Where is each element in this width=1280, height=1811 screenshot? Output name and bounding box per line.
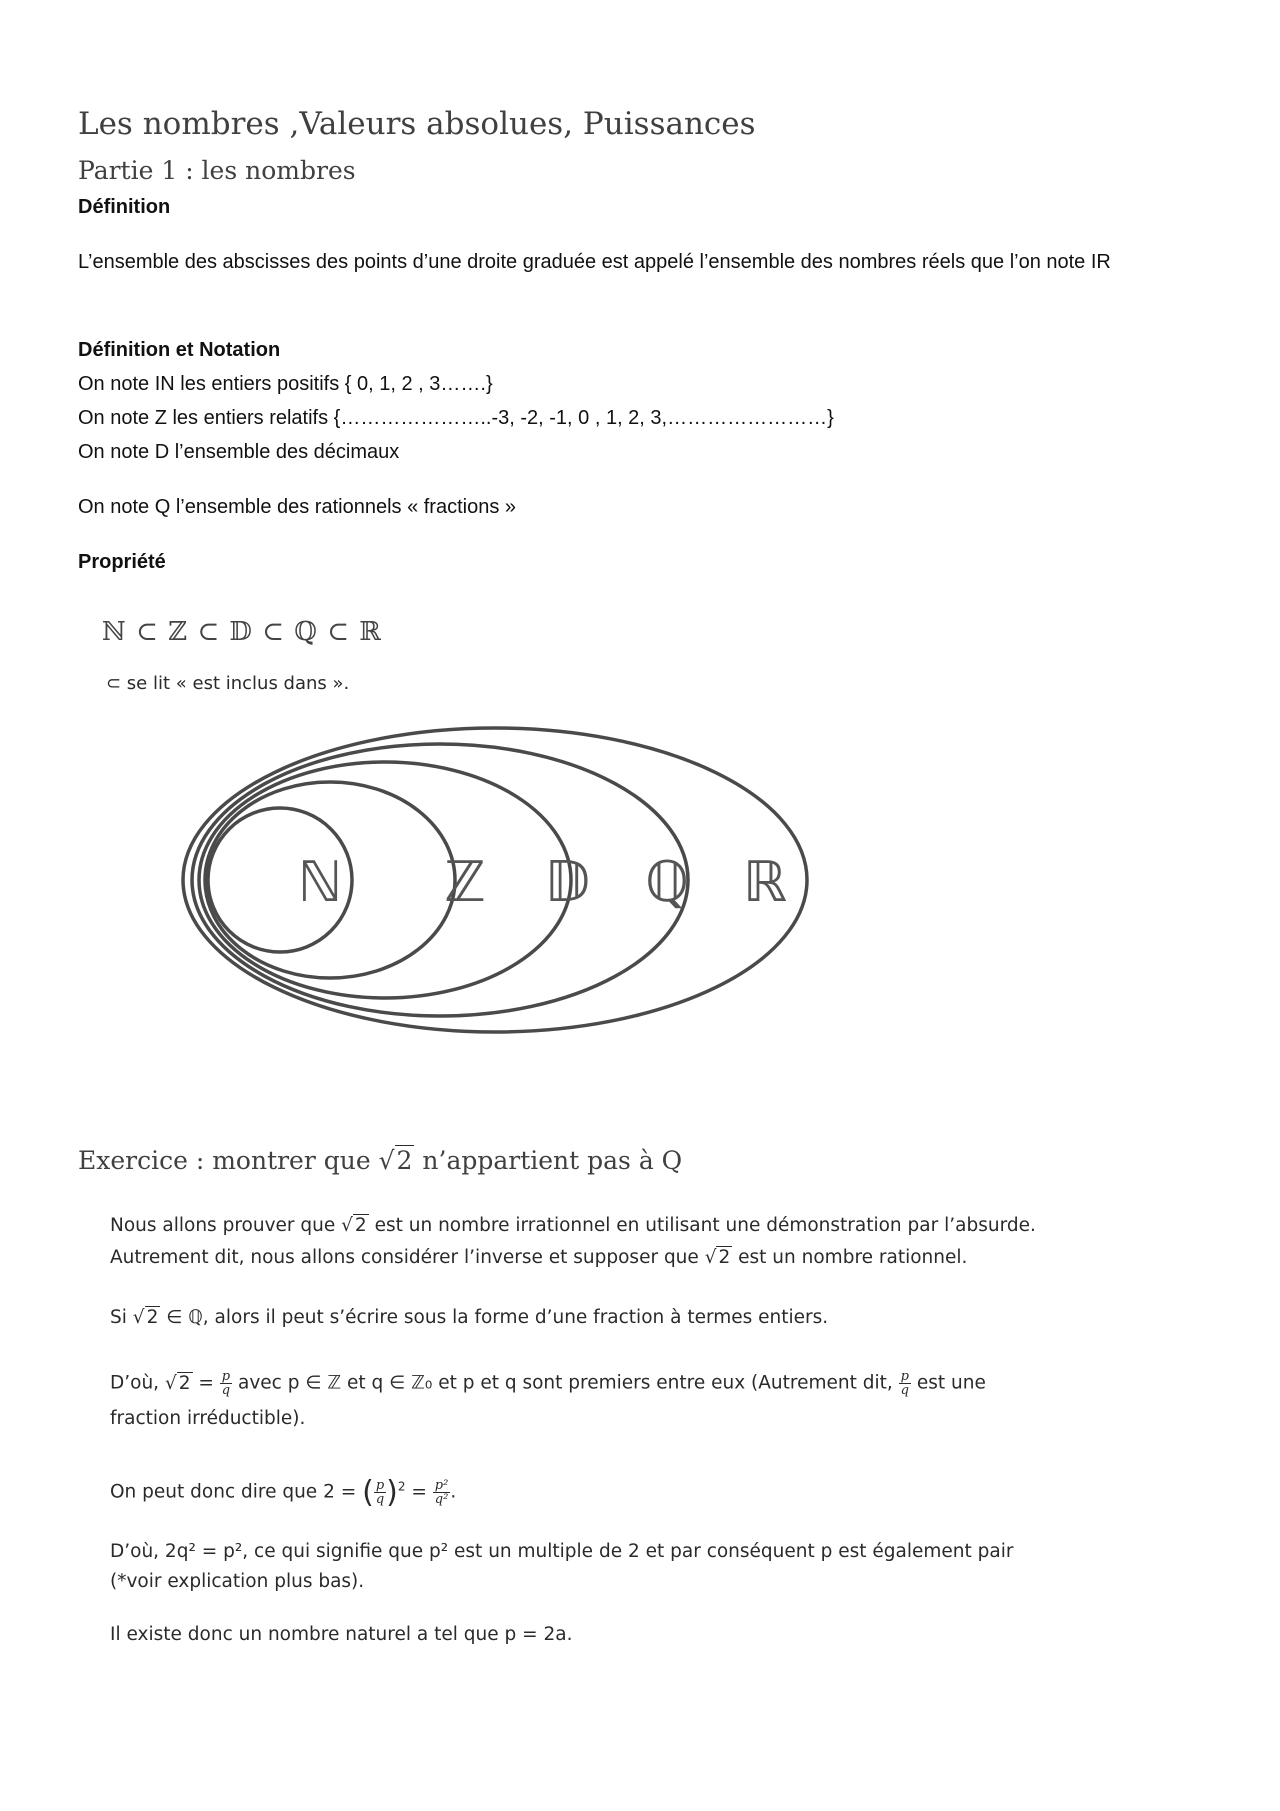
proof-line-3 bbox=[110, 1307, 828, 1328]
proof-text: Si bbox=[110, 1307, 133, 1328]
proof-line-8: (*voir explication plus bas). bbox=[110, 1571, 365, 1592]
set-r-label: ℝ bbox=[742, 850, 788, 915]
fraction-numerator: p bbox=[375, 1478, 385, 1493]
set-d-label: 𝔻 bbox=[544, 850, 590, 915]
fraction-denominator: q bbox=[221, 1383, 231, 1398]
notation-line-d: On note D l’ensemble des décimaux bbox=[78, 441, 400, 463]
proof-text: D’où, bbox=[110, 1372, 165, 1394]
paren-close: ) bbox=[386, 1475, 398, 1510]
exercice-heading bbox=[78, 1146, 682, 1175]
fraction-numerator: p² bbox=[434, 1478, 449, 1493]
proof-text: . bbox=[450, 1481, 457, 1503]
fraction-p2-over-q2 bbox=[433, 1479, 451, 1506]
proof-text: = bbox=[192, 1372, 220, 1394]
notation-line-z: On note Z les entiers relatifs {…………………..-3, -2, -1, 0 , 1, 2, 3,……………………} bbox=[78, 407, 834, 429]
sqrt-symbol: √ 2 bbox=[164, 1372, 191, 1394]
document-title: Les nombres ,Valeurs absolues, Puissances bbox=[78, 106, 756, 142]
fraction-p-over-q bbox=[374, 1479, 386, 1506]
proof-line-1 bbox=[110, 1215, 1036, 1236]
definition-text: L’ensemble des abscisses des points d’une droite graduée est appelé l’ensemble des nombres réels que l’on note IR bbox=[78, 251, 1111, 273]
notation-line-q: On note Q l’ensemble des rationnels « fractions » bbox=[78, 496, 517, 518]
fraction-denominator: q bbox=[375, 1492, 385, 1507]
proof-line-7: D’où, 2q² = p², ce qui signifie que p² est un multiple de 2 et par conséquent p est également pair bbox=[110, 1541, 1014, 1562]
nested-sets-diagram bbox=[180, 725, 830, 1065]
sqrt-radicand: 2 bbox=[718, 1247, 731, 1268]
fraction-numerator: p bbox=[221, 1369, 231, 1384]
proof-line-4 bbox=[110, 1370, 986, 1397]
proof-line-2 bbox=[110, 1247, 967, 1268]
proof-text: est un nombre rationnel. bbox=[732, 1247, 968, 1268]
proof-text: est une bbox=[910, 1372, 986, 1394]
fraction-denominator: q² bbox=[434, 1492, 449, 1507]
proof-line-5: fraction irréductible). bbox=[110, 1408, 306, 1429]
fraction-numerator: p bbox=[900, 1369, 909, 1384]
proof-text: On peut donc dire que 2 = bbox=[110, 1481, 363, 1503]
sqrt-radicand: 2 bbox=[146, 1307, 159, 1328]
fraction-denominator: q bbox=[900, 1383, 909, 1398]
exponent: 2 bbox=[397, 1479, 406, 1494]
propriete-heading: Propriété bbox=[78, 551, 166, 573]
sqrt-symbol: √ 2 bbox=[704, 1247, 731, 1268]
proof-line-6 bbox=[110, 1475, 456, 1510]
set-d-ellipse bbox=[199, 762, 571, 998]
fraction-p-over-q bbox=[220, 1370, 232, 1397]
proof-text: Autrement dit, nous allons considérer l’inverse et supposer que bbox=[110, 1247, 705, 1268]
proof-text: = bbox=[405, 1481, 433, 1503]
set-z-label: ℤ bbox=[444, 850, 486, 915]
definition-heading: Définition bbox=[78, 196, 171, 218]
set-r-ellipse bbox=[183, 728, 807, 1032]
exercice-prefix: Exercice : montrer que bbox=[78, 1146, 379, 1175]
fraction-p-over-q bbox=[899, 1370, 911, 1397]
paren-open: ( bbox=[362, 1475, 374, 1510]
sqrt-radicand: 2 bbox=[396, 1146, 413, 1175]
proof-line-9: Il existe donc un nombre naturel a tel que p = 2a. bbox=[110, 1624, 573, 1645]
exercice-suffix: n’appartient pas à Q bbox=[414, 1146, 683, 1175]
notation-heading: Définition et Notation bbox=[78, 339, 281, 361]
sqrt-symbol: √2 bbox=[378, 1146, 413, 1175]
set-q-ellipse bbox=[192, 744, 688, 1016]
sqrt-radicand: 2 bbox=[354, 1215, 367, 1236]
proof-text: Nous allons prouver que bbox=[110, 1215, 342, 1236]
set-q-label: ℚ bbox=[644, 850, 690, 915]
notation-line-n: On note IN les entiers positifs { 0, 1, 2 , 3…….} bbox=[78, 373, 493, 395]
inclusion-chain: ℕ ⊂ ℤ ⊂ 𝔻 ⊂ ℚ ⊂ ℝ bbox=[102, 617, 382, 647]
proof-text: est un nombre irrationnel en utilisant une démonstration par l’absurde. bbox=[368, 1215, 1036, 1236]
proof-text: avec p ∈ ℤ et q ∈ ℤ₀ et p et q sont premiers entre eux (Autrement dit, bbox=[232, 1372, 899, 1394]
set-n-label: ℕ bbox=[297, 850, 343, 915]
inclusion-note: ⊂ se lit « est inclus dans ». bbox=[106, 673, 350, 694]
sqrt-radicand: 2 bbox=[178, 1372, 191, 1394]
sqrt-symbol: √ 2 bbox=[132, 1307, 159, 1328]
sqrt-symbol: √ 2 bbox=[341, 1215, 367, 1236]
proof-text: ∈ ℚ, alors il peut s’écrire sous la forme d’une fraction à termes entiers. bbox=[160, 1307, 829, 1328]
section-heading-part1: Partie 1 : les nombres bbox=[78, 156, 356, 185]
